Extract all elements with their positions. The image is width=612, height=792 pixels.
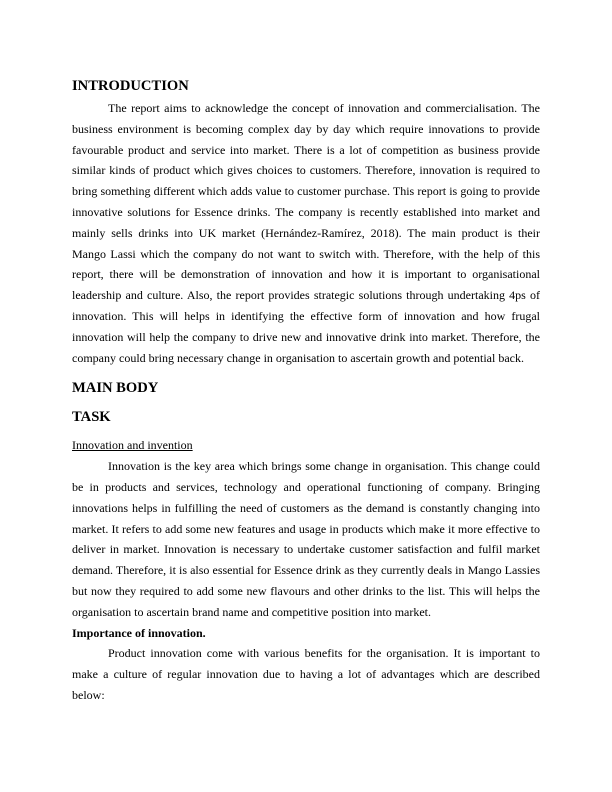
main-body-heading: MAIN BODY <box>72 380 159 397</box>
document-page <box>72 76 540 706</box>
innovation-invention-subheading: Innovation and invention <box>72 438 193 453</box>
introduction-heading: INTRODUCTION <box>72 78 189 94</box>
task-heading: TASK <box>72 409 111 426</box>
importance-paragraph: Product innovation come with various benefits for the organisation. It is important to make a culture of regular innovation due to having a lot of advantages which are described below: <box>72 646 540 702</box>
innovation-invention-paragraph: Innovation is the key area which brings some change in organisation. This change could be in products and services, technology and operational functioning of company. Bringing innovations helps in fulfilling the need of customers as the demand is constantly changing into market. It refers to add some new features and usage in products which make it more effective to deliver in market. Innovation is necessary to undertake customer satisfaction and fulfil market demand. Therefore, it is also essential for Essence drink as they currently deals in Mango Lassies but now they required to add some new flavours and other drinks to the list. This will helps the organisation to ascertain brand name and competitive position into market. <box>72 459 540 619</box>
importance-subheading: Importance of innovation. <box>72 625 206 640</box>
introduction-paragraph: The report aims to acknowledge the concept of innovation and commercialisation. The business environment is becoming complex day by day which require innovations to provide favourable product and service into market. There is a lot of competition as business provide similar kinds of product which gives choices to customers. Therefore, innovation is required to bring something different which adds value to customer purchase. This report is going to provide innovative solutions for Essence drinks. The company is recently established into market and mainly sells drinks into UK market (Hernández-Ramírez, 2018). The main product is their Mango Lassi which the company do not want to switch with. Therefore, with the help of this report, there will be demonstration of innovation and how it is important to organisational leadership and culture. Also, the report provides strategic solutions through undertaking 4ps of innovation. This will helps in identifying the effective form of innovation and how frugal innovation will help the company to drive new and innovative drink into market. Therefore, the company could bring necessary change in organisation to ascertain growth and potential back. <box>72 101 540 365</box>
